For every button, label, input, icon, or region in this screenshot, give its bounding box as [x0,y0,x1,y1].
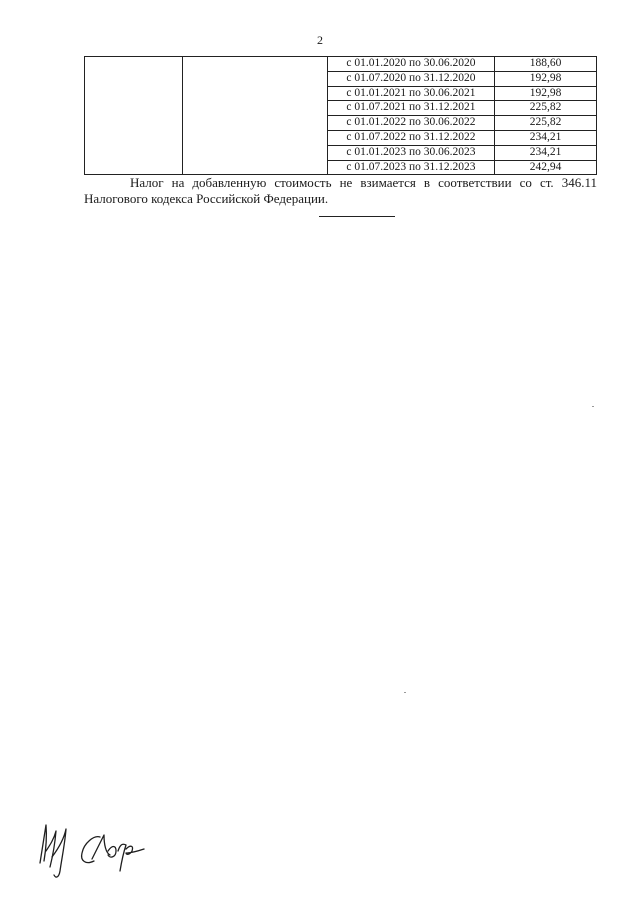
period-cell: с 01.07.2020 по 31.12.2020 [328,71,495,86]
tariff-value-cell: 234,21 [495,130,597,145]
signature-stroke [126,846,144,854]
vat-note-text: Налог на добавленную стоимость не взимается в соответствии со ст. 346.11 Налогового кодекса Российской Федерации. [84,175,597,206]
signature-stroke [40,825,46,863]
tariff-table [84,56,597,175]
signature-stroke [108,847,116,858]
period-cell: с 01.07.2021 по 31.12.2021 [328,101,495,116]
tariff-value-cell: 188,60 [495,57,597,72]
scan-speck [592,406,594,407]
empty-cell [85,57,183,175]
period-cell: с 01.01.2023 по 30.06.2023 [328,145,495,160]
end-rule [319,216,395,217]
period-cell: с 01.07.2023 по 31.12.2023 [328,160,495,175]
period-cell: с 01.07.2022 по 31.12.2022 [328,130,495,145]
period-cell: с 01.01.2020 по 30.06.2020 [328,57,495,72]
tariff-value-cell: 192,98 [495,71,597,86]
tariff-value-cell: 192,98 [495,86,597,101]
period-cell: с 01.01.2021 по 30.06.2021 [328,86,495,101]
empty-cell [183,57,328,175]
signature-stroke [92,835,110,859]
tariff-value-cell: 234,21 [495,145,597,160]
signature-stroke [46,831,56,867]
tariff-value-cell: 225,82 [495,101,597,116]
vat-note [84,175,597,206]
tariff-table-body [85,57,597,175]
tariff-value-cell: 225,82 [495,116,597,131]
signature-stroke [118,844,126,871]
period-cell: с 01.01.2022 по 30.06.2022 [328,116,495,131]
scan-speck [404,692,406,693]
page-number: 2 [317,33,323,47]
table-row [85,57,597,72]
handwritten-signature [34,815,154,885]
tariff-value-cell: 242,94 [495,160,597,175]
